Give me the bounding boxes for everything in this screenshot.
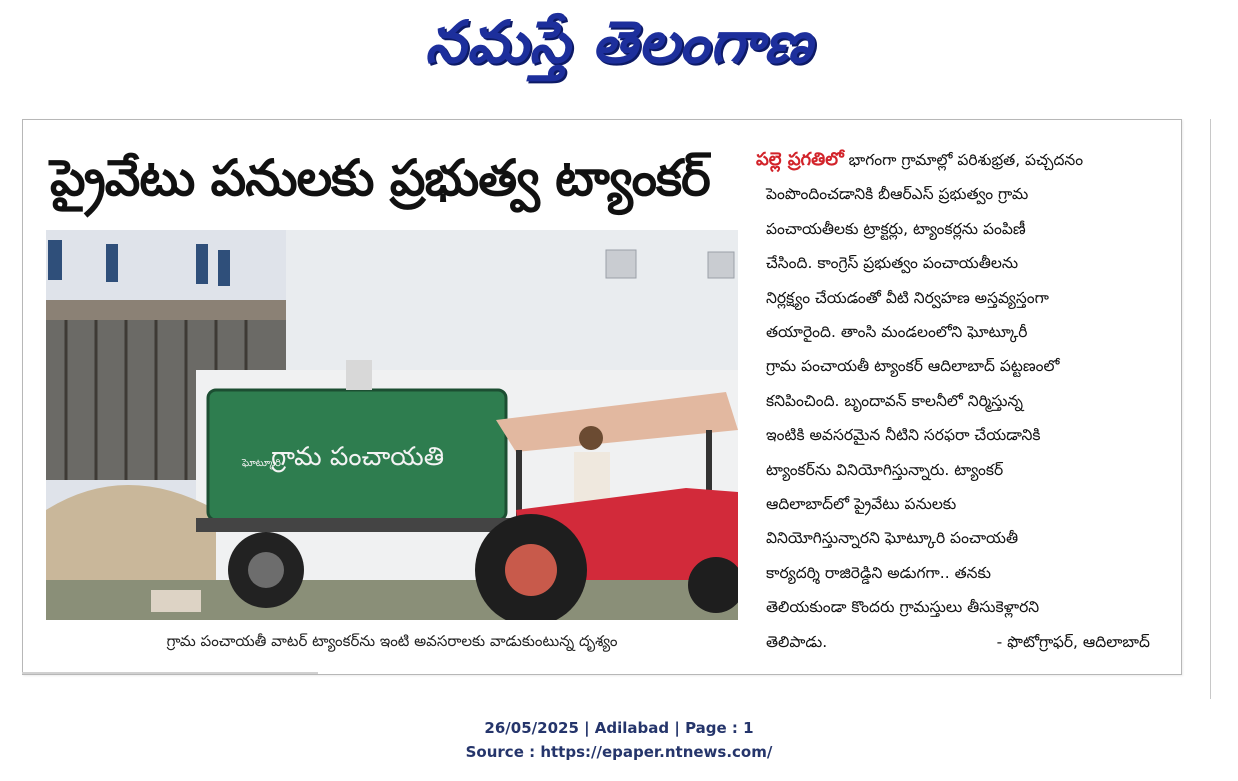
body-line: పంచాయతీలకు ట్రాక్టర్లు, ట్యాంకర్లను పంపిణీ [766,219,1026,238]
body-line: ఇంటికి అవసరమైన నీటిని సరఫరా చేయడానికి [766,426,1041,445]
body-line [756,143,1160,177]
clip-shadow-rule [22,672,318,674]
closing-row [756,625,1160,659]
body-line: పెంపొందించడానికి బీఆర్ఎస్ ప్రభుత్వం గ్రామ [766,185,1029,204]
edition-info: 26/05/2025 | Adilabad | Page : 1 [484,719,754,737]
source-info: Source : https://epaper.ntnews.com/ [465,743,773,761]
body-line: తెలియకుండా కొందరు గ్రామస్తులు తీసుకెళ్లారని [766,598,1040,617]
body-line: ఆదిలాబాద్‌లో ప్రైవేటు పనులకు [766,495,957,514]
article-headline: ప్రైవేటు పనులకు ప్రభుత్వ ట్యాంకర్ [50,149,710,207]
body-text: భాగంగా గ్రామాల్లో పరిశుభ్రత, పచ్చదనం [848,151,1084,169]
tanker-photo-illustration [46,230,738,620]
body-line: తయారైంది. తాంసి మండలంలోని ఘోట్కూరీ [766,323,1028,342]
photo-caption: గ్రామ పంచాయతీ వాటర్ ట్యాంకర్‌ను ఇంటి అవసరాలకు వాడుకుంటున్న దృశ్యం [166,632,618,650]
tank-label: గ్రామ పంచాయతి [271,442,445,472]
article-photo [46,230,738,620]
article-body [756,143,1160,663]
body-line: గ్రామ పంచాయతీ ట్యాంకర్ ఆదిలాబాద్ పట్టణంలో [766,357,1060,376]
tank-small-label: ఘోట్కూరి [242,458,281,469]
body-line: కార్యదర్శి రాజిరెడ్డిని అడుగగా.. తనకు [766,563,991,582]
masthead [0,6,1238,78]
body-line: చేసింది. కాంగ్రెస్ ప్రభుత్వం పంచాయతీలను [766,254,1019,273]
body-line: ట్యాంకర్‌ను వినియోగిస్తున్నారు. ట్యాంకర్ [766,460,1004,479]
body-last-line: తెలిపాడు. [766,632,828,651]
body-line: కనిపించింది. బృందావన్ కాలనీలో నిర్మిస్తున్న [766,391,1024,410]
body-line: వినియోగిస్తున్నారని ఘోట్కూరి పంచాయతీ [766,529,1019,548]
lead-phrase: పల్లె ప్రగతిలో [756,149,844,170]
masthead-logo: నమస్తే తెలంగాణ [425,8,813,76]
page-footer [0,716,1238,764]
byline: - ఫొటోగ్రాఫర్, ఆదిలాబాద్ [996,632,1150,651]
body-line: నిర్లక్ష్యం చేయడంతో వీటి నిర్వహణ అస్తవ్యస్తంగా [766,288,1049,307]
page-divider [1210,119,1211,699]
